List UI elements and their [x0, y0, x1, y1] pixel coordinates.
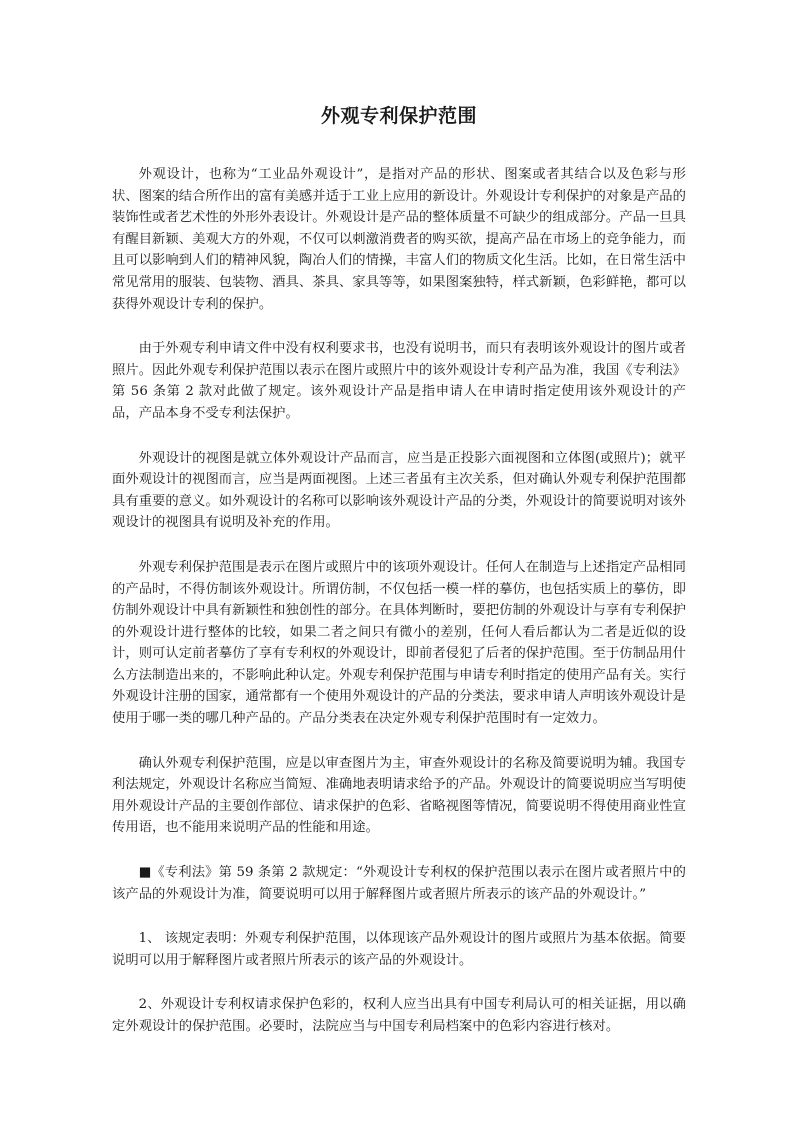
paragraph-point-1: 1、 该规定表明：外观专利保护范围，以体现该产品外观设计的图片或照片为基本依据。简要说明可以用于解释图片或者照片所表示的该产品的外观设计。: [112, 931, 686, 968]
paragraph-article-59: ■《专利法》第 59 条第 2 款规定：“外观设计专利权的保护范围以表示在图片或者照片中的该产品的外观设计为准，简要说明可以用于解释图片或者照片所表示的该产品的外观设计。”: [112, 865, 686, 902]
paragraph-confirmation: 确认外观专利保护范围，应是以审查图片为主，审查外观设计的名称及简要说明为辅。我国专利法规定，外观设计名称应当简短、准确地表明请求给予的产品。外观设计的简要说明应当写明使用外观设计产品的主要创作部位、请求保护的色彩、省略视图等情况，简要说明不得使用商业性宣传用语，也不能用来说明产品的性能和用途。: [112, 755, 686, 836]
paragraph-scope-basis: 由于外观专利申请文件中没有权利要求书，也没有说明书，而只有表明该外观设计的图片或者照片。因此外观专利保护范围以表示在图片或照片中的该外观设计专利产品为准，我国《专利法》第 56 条第 2 款对此做了规定。该外观设计产品是指申请人在申请时指定使用该外观设计的产品，产品本身不受专利法保护。: [112, 341, 686, 421]
paragraph-views: 外观设计的视图是就立体外观设计产品而言，应当是正投影六面视图和立体图(或照片)；就平面外观设计的视图而言，应当是两面视图。上述三者虽有主次关系，但对确认外观专利保护范围都具有重要的意义。如外观设计的名称可以影响该外观设计产品的分类，外观设计的简要说明对该外观设计的视图具有说明及补充的作用。: [112, 450, 686, 531]
paragraph-definition: 外观设计，也称为“工业品外观设计”，是指对产品的形状、图案或者其结合以及色彩与形状、图案的结合所作出的富有美感并适于工业上应用的新设计。外观设计专利保护的对象是产品的装饰性或者艺术性的外形外表设计。外观设计是产品的整体质量不可缺少的组成部分。产品一旦具有醒目新颖、美观大方的外观，不仅可以刺激消费者的购买欲，提高产品在市场上的竞争能力，而且可以影响到人们的精神风貌，陶冶人们的情操，丰富人们的物质文化生活。比如，在日常生活中常见常用的服装、包装物、酒具、茶具、家具等等，如果图案独特，样式新颖，色彩鲜艳，都可以获得外观设计专利的保护。: [112, 167, 686, 312]
document-title: 外观专利保护范围: [320, 105, 477, 127]
document-page: [112, 96, 686, 1061]
paragraph-imitation: 外观专利保护范围是表示在图片或照片中的该项外观设计。任何人在制造与上述指定产品相同的产品时，不得仿制该外观设计。所谓仿制，不仅包括一模一样的摹仿，也包括实质上的摹仿，即仿制外观设计中具有新颖性和独创性的部分。在具体判断时，要把仿制的外观设计与享有专利保护的外观设计进行整体的比较，如果二者之间只有微小的差别，任何人看后都认为二者是近似的设计，则可认定前者摹仿了享有专利权的外观设计，即前者侵犯了后者的保护范围。至于仿制品用什么方法制造出来的，不影响此种认定。外观专利保护范围与申请专利时指定的使用产品有关。实行外观设计注册的国家，通常都有一个使用外观设计的产品的分类法，要求申请人声明该外观设计是使用于哪一类的哪几种产品的。产品分类表在决定外观专利保护范围时有一定效力。: [112, 559, 686, 727]
paragraph-point-2: 2、外观设计专利权请求保护色彩的，权利人应当出具有中国专利局认可的相关证据，用以确定外观设计的保护范围。必要时，法院应当与中国专利局档案中的色彩内容进行核对。: [112, 997, 686, 1034]
